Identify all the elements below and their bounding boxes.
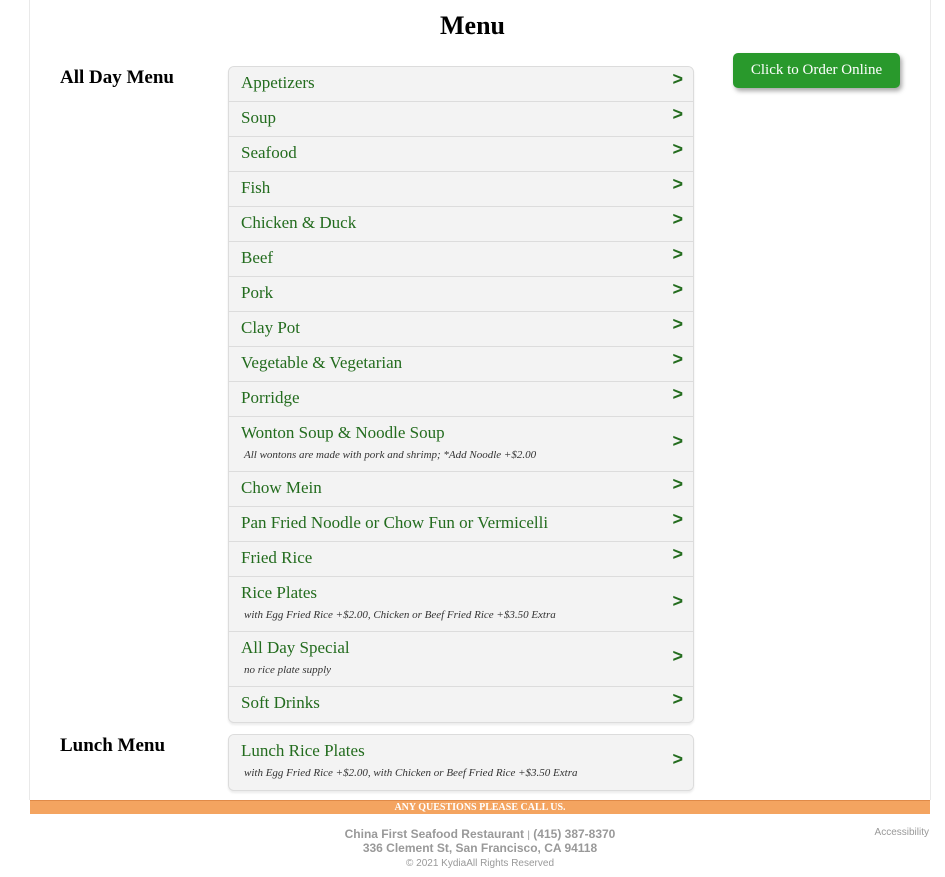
footer-address: 336 Clement St, San Francisco, CA 94118 [362, 841, 598, 855]
footer-phone-link[interactable]: (415) 387-8370 [533, 827, 616, 841]
all-day-menu-list [228, 66, 694, 723]
menu-item-clay-pot[interactable] [229, 312, 693, 347]
chevron-right-icon: > [672, 174, 683, 194]
menu-item-label: Fish [241, 178, 271, 197]
chevron-right-icon: > [672, 646, 683, 666]
menu-item-label: Lunch Rice Plates [241, 741, 365, 760]
menu-item-fried-rice[interactable] [229, 542, 693, 577]
menu-item-label: Beef [241, 248, 274, 267]
menu-item-label: Seafood [241, 143, 297, 162]
footer-copyright-year: © 2021 [405, 858, 439, 869]
menu-item-label: Rice Plates [241, 583, 318, 602]
menu-item-label: Chicken & Duck [241, 213, 357, 232]
section-title-all-day: All Day Menu [60, 67, 174, 88]
menu-item-wonton-soup-and-noodle-soup[interactable] [229, 417, 693, 472]
menu-item-chicken-and-duck[interactable] [229, 207, 693, 242]
menu-item-label: Wonton Soup & Noodle Soup [241, 423, 445, 442]
chevron-right-icon: > [672, 509, 683, 529]
menu-item-note: with Egg Fried Rice +$2.00, with Chicken or Beef Fried Rice +$3.50 Extra [244, 767, 578, 779]
chevron-right-icon: > [672, 591, 683, 611]
menu-item-lunch-rice-plates[interactable] [229, 735, 693, 790]
menu-item-seafood[interactable] [229, 137, 693, 172]
menu-item-porridge[interactable] [229, 382, 693, 417]
menu-item-beef[interactable] [229, 242, 693, 277]
lunch-menu-list [228, 734, 694, 791]
footer-rights: All Rights Reserved [466, 858, 554, 869]
menu-item-pan-fried-noodle-or-chow-fun-or-vermicelli[interactable] [229, 507, 693, 542]
menu-item-note: with Egg Fried Rice +$2.00, Chicken or Beef Fried Rice +$3.50 Extra [244, 609, 556, 621]
menu-item-label: Vegetable & Vegetarian [241, 353, 403, 372]
chevron-right-icon: > [672, 474, 683, 494]
footer-contact [0, 827, 945, 841]
chevron-right-icon: > [672, 69, 683, 89]
menu-item-pork[interactable] [229, 277, 693, 312]
chevron-right-icon: > [672, 689, 683, 709]
chevron-right-icon: > [672, 544, 683, 564]
menu-item-label: Appetizers [241, 73, 315, 92]
menu-item-fish[interactable] [229, 172, 693, 207]
menu-item-vegetable-and-vegetarian[interactable] [229, 347, 693, 382]
footer-separator: | [527, 830, 530, 841]
page-title: Menu [440, 11, 505, 40]
menu-item-note: All wontons are made with pork and shrimp; *Add Noodle +$2.00 [244, 449, 537, 461]
chevron-right-icon: > [672, 104, 683, 124]
menu-item-chow-mein[interactable] [229, 472, 693, 507]
menu-item-label: Pork [241, 283, 274, 302]
chevron-right-icon: > [672, 314, 683, 334]
chevron-right-icon: > [672, 349, 683, 369]
call-us-bar: ANY QUESTIONS PLEASE CALL US. [30, 800, 930, 814]
menu-item-label: Clay Pot [241, 318, 301, 337]
menu-item-label: Soft Drinks [241, 693, 320, 712]
menu-item-all-day-special[interactable] [229, 632, 693, 687]
chevron-right-icon: > [672, 384, 683, 404]
menu-item-label: Pan Fried Noodle or Chow Fun or Vermicelli [241, 513, 549, 532]
chevron-right-icon: > [672, 749, 683, 769]
footer-restaurant-name: China First Seafood Restaurant [344, 827, 524, 841]
menu-item-label: Fried Rice [241, 548, 313, 567]
chevron-right-icon: > [672, 279, 683, 299]
footer-copyright [0, 858, 945, 869]
menu-item-rice-plates[interactable] [229, 577, 693, 632]
menu-item-label: Chow Mein [241, 478, 322, 497]
footer-brand-link[interactable]: Kydia [441, 858, 467, 869]
accessibility-link[interactable]: Accessibility [874, 827, 929, 838]
menu-item-soup[interactable] [229, 102, 693, 137]
chevron-right-icon: > [672, 244, 683, 264]
menu-item-note: no rice plate supply [244, 664, 332, 676]
chevron-right-icon: > [672, 139, 683, 159]
section-title-lunch: Lunch Menu [60, 735, 166, 756]
menu-item-label: Porridge [241, 388, 300, 407]
chevron-right-icon: > [672, 209, 683, 229]
menu-item-label: Soup [241, 108, 276, 127]
menu-item-appetizers[interactable] [229, 67, 693, 102]
order-online-button[interactable]: Click to Order Online [733, 53, 900, 88]
menu-item-label: All Day Special [241, 638, 350, 657]
chevron-right-icon: > [672, 431, 683, 451]
menu-item-soft-drinks[interactable] [229, 687, 693, 722]
